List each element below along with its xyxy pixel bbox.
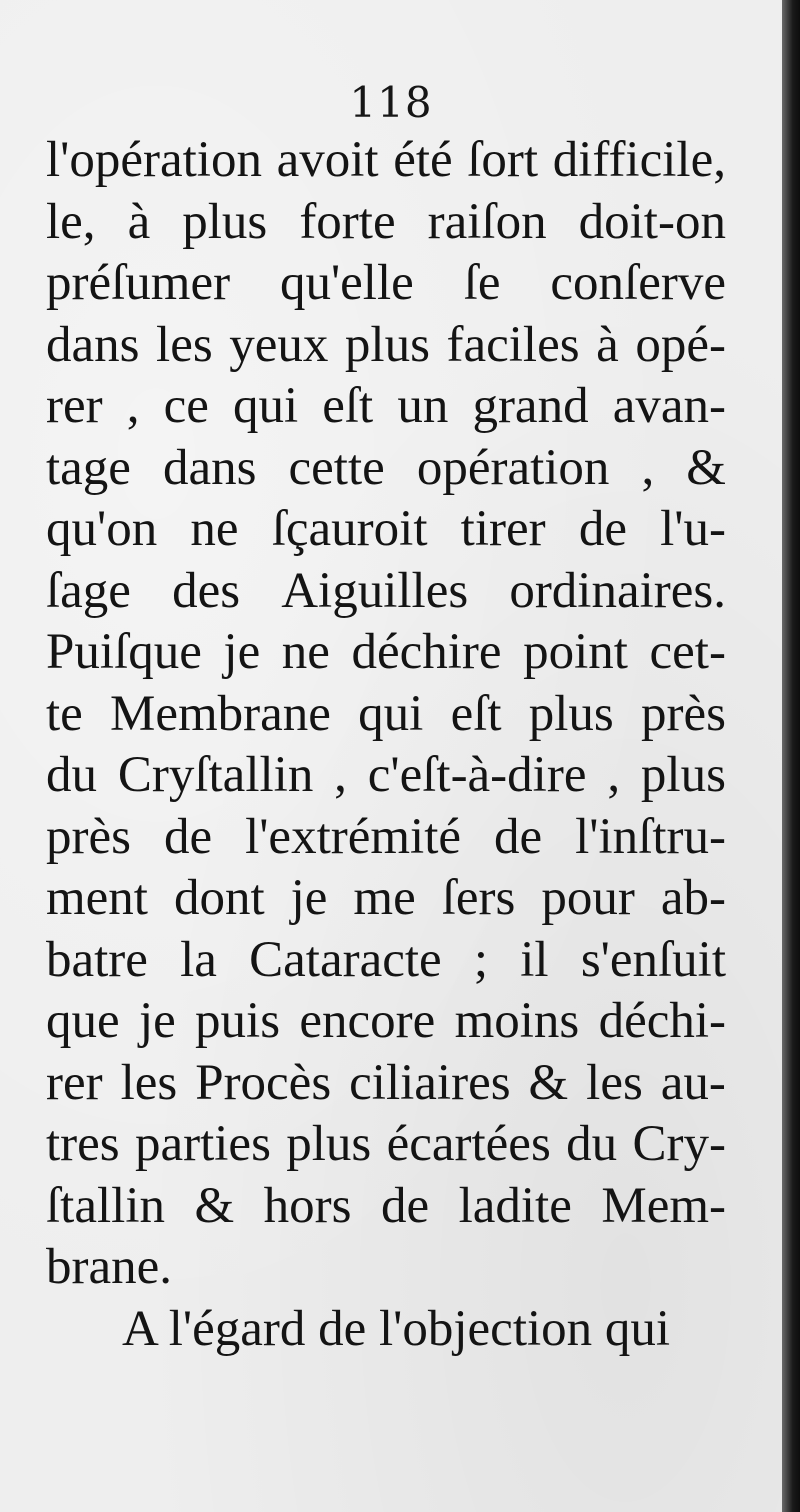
word: les [156, 316, 213, 373]
word: je [223, 624, 261, 680]
word: ne [190, 501, 239, 557]
word: les [120, 1054, 178, 1111]
text-line: brane. [46, 1239, 173, 1295]
text-line [46, 438, 726, 500]
word: , [607, 747, 621, 803]
word: tage [46, 439, 131, 496]
word: eſt [450, 685, 502, 742]
word: encore [299, 993, 436, 1049]
word: & [528, 1054, 569, 1111]
word: près [641, 685, 726, 742]
word: s'enſuit [580, 931, 726, 988]
word: à [127, 193, 151, 250]
word: faciles [446, 316, 580, 373]
word: opé- [635, 316, 726, 373]
word: l'extrémité [245, 808, 462, 865]
word: près [46, 808, 131, 865]
text-line [46, 130, 726, 192]
word: rer [46, 1054, 103, 1111]
word: déchire [351, 624, 502, 680]
word: grand [472, 378, 589, 434]
word: , [126, 378, 140, 434]
word: préſumer [46, 255, 231, 311]
word: Cry- [632, 1116, 726, 1172]
text-line [46, 684, 726, 746]
word: l'inſtru- [575, 808, 726, 865]
word: ladite [458, 1177, 572, 1234]
word: de [494, 808, 543, 865]
word: , [641, 439, 655, 496]
word: avoit [276, 132, 379, 188]
word: l'opération [46, 132, 262, 188]
word: point [523, 624, 628, 680]
word: plus [528, 685, 614, 742]
text-line [46, 745, 726, 807]
word: la [180, 931, 217, 988]
word: dont [173, 870, 265, 926]
word: pour [541, 870, 635, 926]
word: ne [281, 624, 330, 680]
word: doit-on [578, 193, 726, 250]
word: ab- [660, 870, 726, 926]
word: ſage [46, 562, 131, 619]
word: à [596, 316, 619, 373]
word: été [393, 132, 453, 188]
word: te [46, 685, 83, 742]
word: ſers [441, 870, 516, 926]
word: ; [473, 931, 489, 988]
text-line [46, 315, 726, 377]
word: puis [195, 993, 281, 1049]
word: je [138, 993, 176, 1049]
word: batre [46, 931, 148, 988]
word: Aiguilles [281, 562, 469, 619]
word: de [578, 501, 627, 557]
word: dans [163, 439, 257, 496]
word: qu'elle [279, 255, 414, 311]
word: , [334, 747, 347, 803]
word: me [353, 870, 416, 926]
word: cette [288, 439, 385, 496]
word: l'u- [660, 501, 726, 557]
text-line [46, 622, 726, 684]
word: Mem- [601, 1177, 726, 1234]
word: plus [286, 1116, 372, 1172]
word: & [686, 439, 726, 496]
word: opération [416, 439, 610, 496]
word: au- [660, 1054, 726, 1111]
word: qui [232, 378, 299, 434]
text-line [46, 376, 726, 438]
word: le, [46, 193, 96, 250]
word: hors [263, 1177, 352, 1234]
word: raiſon [427, 193, 547, 250]
text-line [46, 499, 726, 561]
word: des [172, 562, 241, 619]
word: qui [358, 685, 424, 742]
word: ciliaires [349, 1054, 511, 1111]
word: que [46, 993, 120, 1049]
word: rer [46, 378, 103, 434]
text-line [46, 253, 726, 315]
word: un [397, 378, 449, 434]
word: déchi- [598, 993, 726, 1049]
text-line [46, 1053, 726, 1115]
word: tres [46, 1116, 120, 1172]
word: de [380, 1177, 430, 1234]
word: Membrane [110, 685, 331, 742]
word: il [520, 931, 549, 988]
word: avan- [612, 378, 726, 434]
word: ſtallin [46, 1177, 165, 1234]
body-text [46, 130, 726, 1360]
text-line [46, 930, 726, 992]
word: Cataracte [249, 931, 442, 988]
word: plus [640, 747, 726, 803]
word: yeux [229, 316, 329, 373]
word: c'eſt-à-dire [367, 747, 587, 803]
word: moins [454, 993, 580, 1049]
word: les [586, 1054, 643, 1111]
word: ſort [467, 132, 539, 188]
word: écartées [386, 1116, 551, 1172]
word: Puiſque [46, 624, 202, 680]
paragraph-first-line: A l'égard de l'objection qui [122, 1300, 671, 1357]
word: qu'on [46, 501, 158, 557]
word: ſe [463, 255, 501, 311]
word: du [46, 747, 97, 803]
word: parties [134, 1116, 271, 1172]
word: Procès [195, 1054, 332, 1111]
text-line [46, 868, 726, 930]
word: ce [163, 378, 209, 434]
word: du [566, 1116, 618, 1172]
binding-shadow [782, 0, 800, 1512]
word: conſerve [550, 255, 726, 311]
word: tirer [460, 501, 546, 557]
word: Cryſtallin [117, 747, 314, 803]
page-number: 118 [349, 78, 433, 127]
word: ordinaires. [509, 562, 726, 619]
word: ment [46, 870, 148, 926]
text-line [46, 561, 726, 623]
word: plus [182, 193, 268, 250]
word: je [290, 870, 328, 926]
word: eſt [322, 378, 374, 434]
text-line [46, 991, 726, 1053]
word: de [163, 808, 213, 865]
word: cet- [649, 624, 726, 680]
word: dans [46, 316, 140, 373]
text-line [46, 192, 726, 254]
word: difficile, [552, 132, 726, 188]
word: & [194, 1177, 235, 1234]
text-line [46, 1176, 726, 1238]
word: forte [299, 193, 396, 250]
text-line [46, 807, 726, 869]
text-line [46, 1114, 726, 1176]
word: plus [344, 316, 430, 373]
word: ſçauroit [271, 501, 428, 557]
